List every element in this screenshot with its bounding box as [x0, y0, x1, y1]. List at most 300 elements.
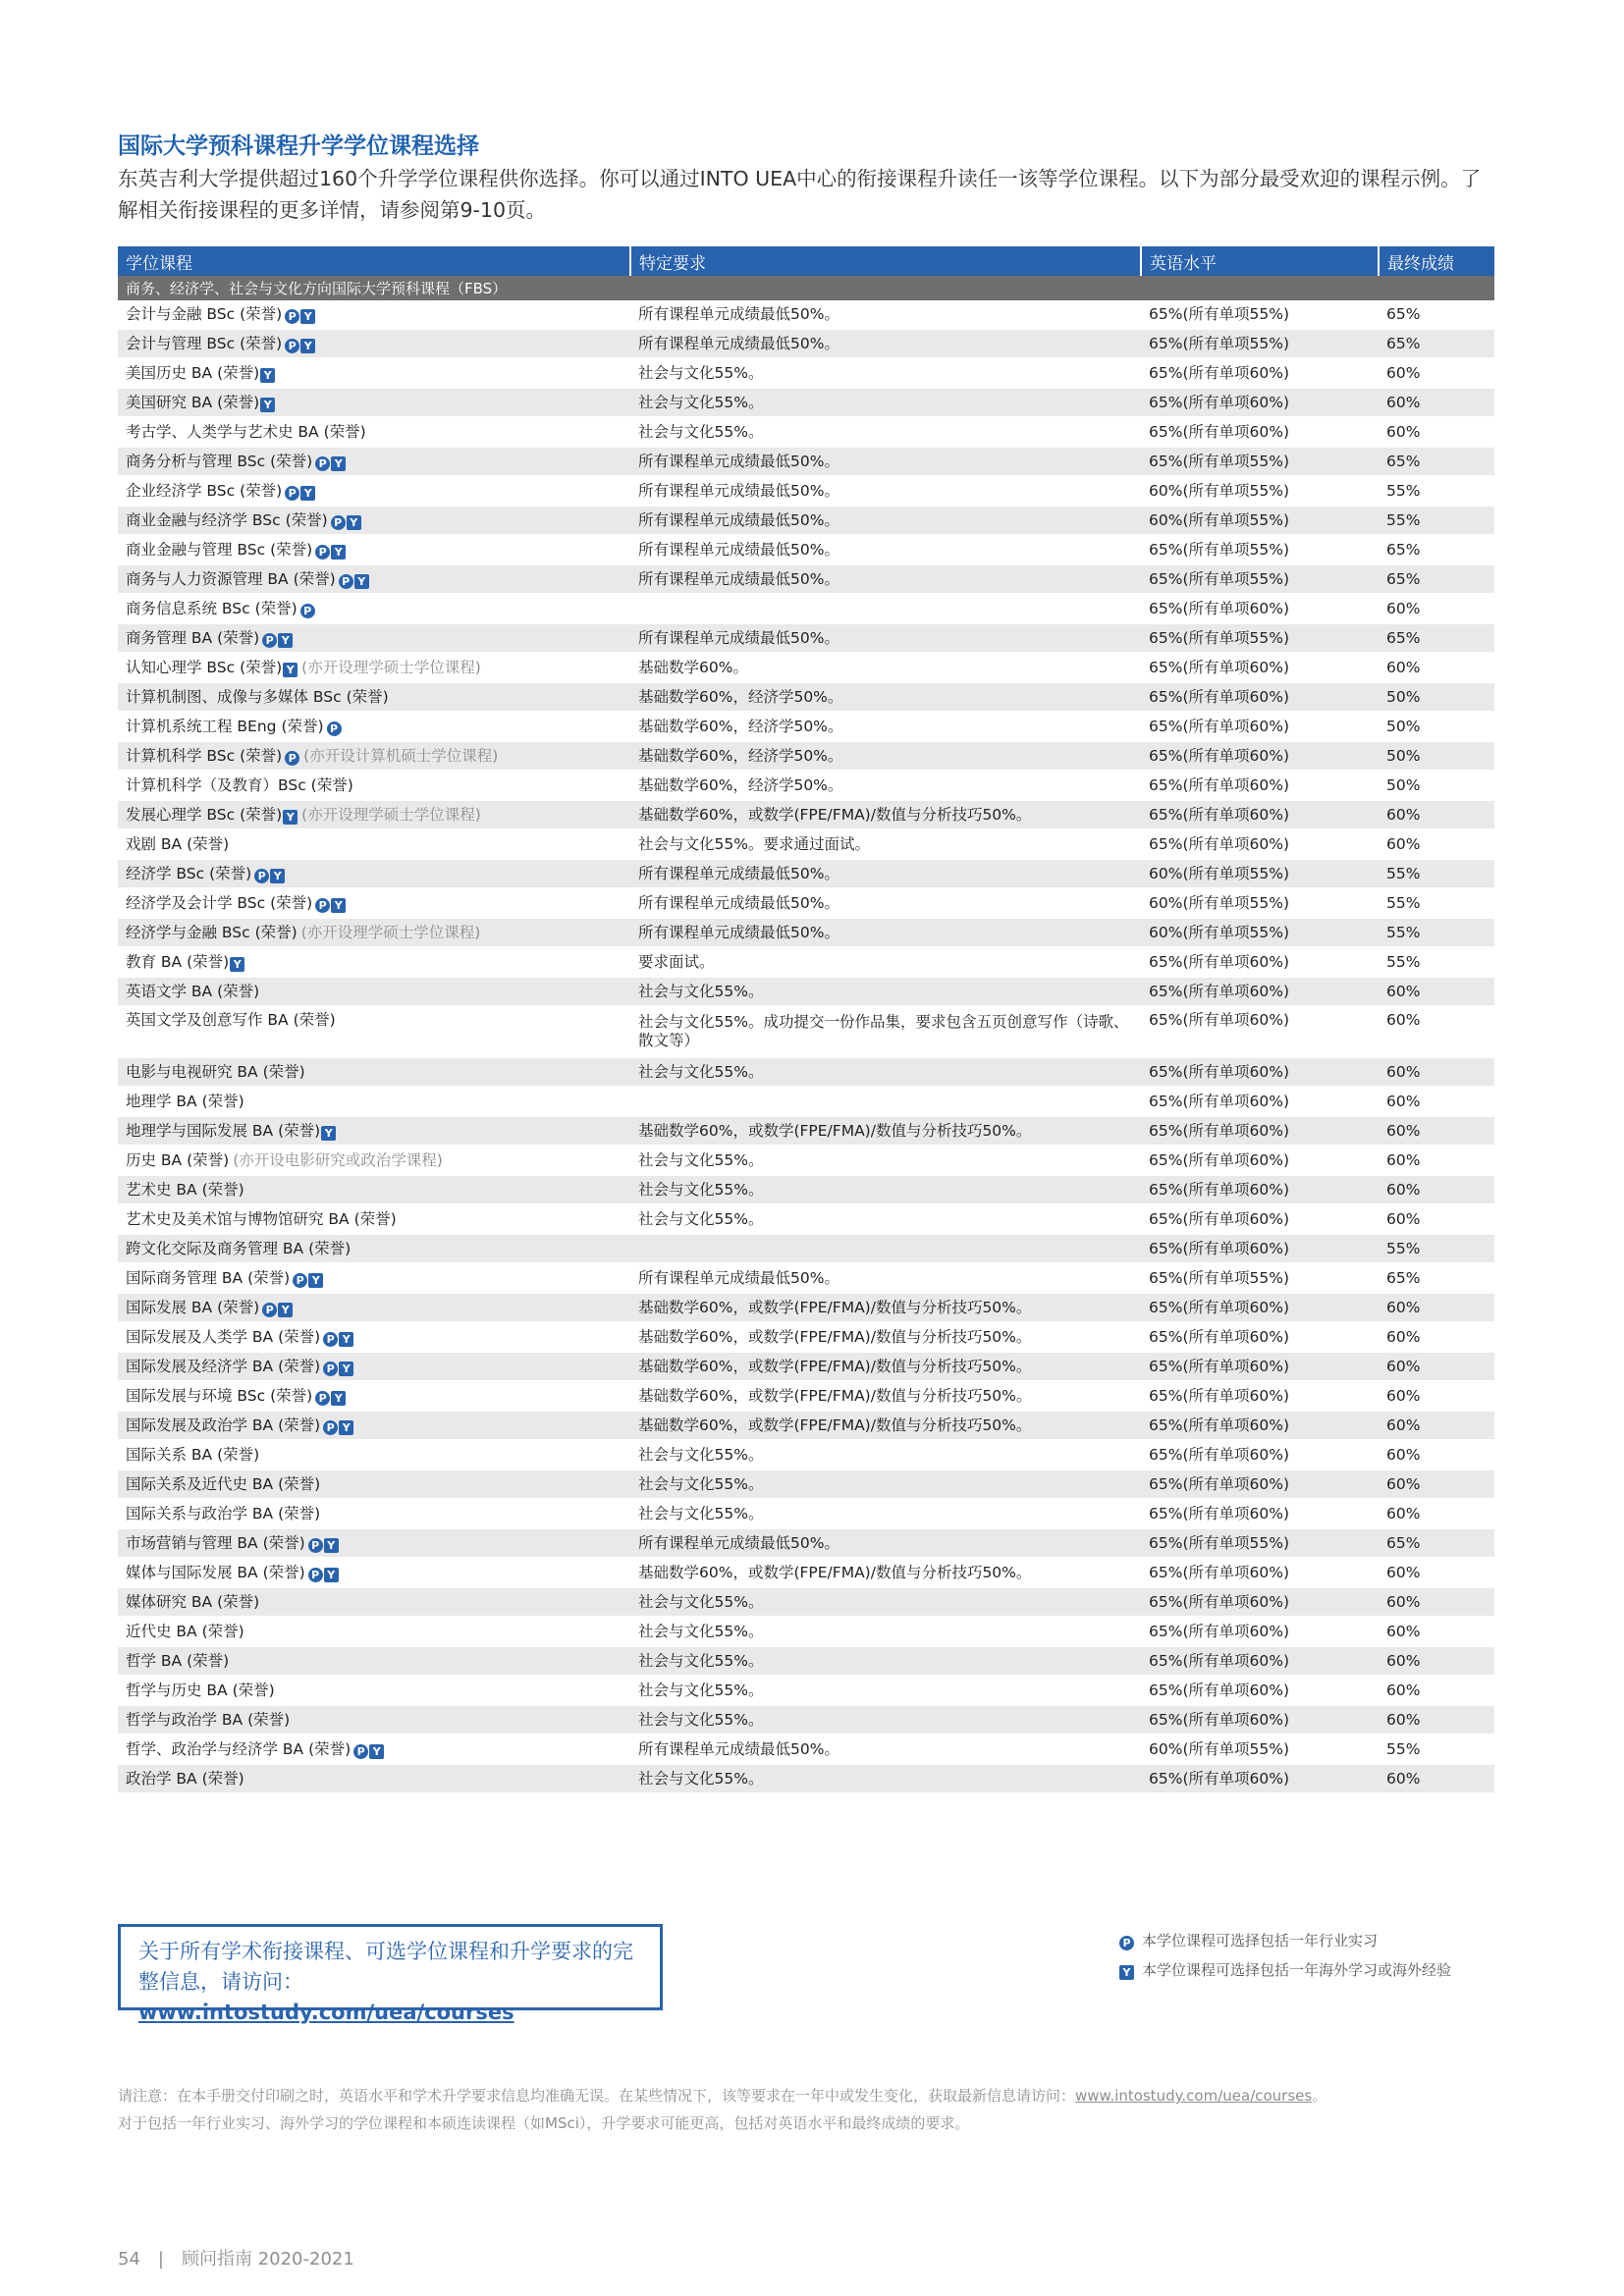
year-abroad-icon: Y	[321, 1126, 336, 1141]
requirement-cell: 基础数学60%，或数学(FPE/FMA)/数值与分析技巧50%。	[630, 1411, 1141, 1440]
english-level-cell: 65%(所有单项60%)	[1141, 1705, 1379, 1735]
final-grade-cell: 55%	[1379, 859, 1494, 888]
table-row	[118, 1735, 1494, 1764]
year-abroad-icon: Y	[1119, 1965, 1134, 1980]
course-cell	[118, 771, 630, 800]
footnote-line-1	[118, 2082, 1512, 2109]
placement-icon: P	[1119, 1936, 1134, 1950]
placement-icon: P	[339, 574, 353, 589]
requirement-cell: 所有课程单元成绩最低50%。	[630, 859, 1141, 888]
course-cell	[118, 1469, 630, 1499]
requirement-cell: 所有课程单元成绩最低50%。	[630, 623, 1141, 653]
course-cell	[118, 977, 630, 1006]
course-cell	[118, 800, 630, 829]
english-level-cell: 65%(所有单项60%)	[1141, 1352, 1379, 1381]
course-cell	[118, 1705, 630, 1735]
courses-info-box	[118, 1924, 663, 2024]
english-level-cell: 65%(所有单项60%)	[1141, 1558, 1379, 1587]
course-name: 市场营销与管理 BA (荣誉)	[126, 1533, 305, 1552]
table-row	[118, 564, 1494, 594]
footnote-link[interactable]: www.intostudy.com/uea/courses	[1075, 2087, 1313, 2105]
course-name: 地理学 BA (荣誉)	[126, 1092, 244, 1110]
year-abroad-icon: Y	[339, 1420, 353, 1435]
requirement-cell: 社会与文化55%。	[630, 358, 1141, 388]
requirement-cell: 基础数学60%，或数学(FPE/FMA)/数值与分析技巧50%。	[630, 1293, 1141, 1322]
final-grade-cell: 65%	[1379, 329, 1494, 358]
course-name: 国际商务管理 BA (荣誉)	[126, 1268, 291, 1287]
requirement-cell: 社会与文化55%。	[630, 1587, 1141, 1617]
english-level-cell: 65%(所有单项60%)	[1141, 1440, 1379, 1469]
page-number: 54	[118, 2249, 140, 2269]
footer-separator: |	[157, 2249, 164, 2269]
table-row	[118, 358, 1494, 388]
table-row	[118, 1234, 1494, 1263]
course-cell	[118, 388, 630, 417]
column-header-requirements: 特定要求	[630, 246, 1141, 276]
year-abroad-icon: Y	[308, 1273, 323, 1288]
final-grade-cell: 60%	[1379, 1116, 1494, 1146]
placement-icon: P	[323, 1362, 338, 1376]
english-level-cell: 60%(所有单项55%)	[1141, 1735, 1379, 1764]
requirement-cell: 社会与文化55%。	[630, 1499, 1141, 1528]
english-level-cell: 65%(所有单项60%)	[1141, 653, 1379, 682]
requirement-cell: 基础数学60%，或数学(FPE/FMA)/数值与分析技巧50%。	[630, 1322, 1141, 1352]
course-name: 历史 BA (荣誉)	[126, 1150, 230, 1169]
course-name: 美国研究 BA (荣誉)	[126, 393, 260, 411]
course-cell	[118, 329, 630, 358]
placement-icon: P	[315, 1391, 330, 1406]
badge-legend	[1119, 1926, 1451, 1985]
table-row	[118, 1057, 1494, 1087]
course-cell	[118, 1116, 630, 1146]
course-name: 经济学及会计学 BSc (荣誉)	[126, 893, 313, 912]
requirement-cell: 基础数学60%，或数学(FPE/FMA)/数值与分析技巧50%。	[630, 800, 1141, 829]
course-name: 哲学 BA (荣誉)	[126, 1651, 230, 1670]
placement-icon: P	[353, 1744, 368, 1759]
table-row	[118, 1705, 1494, 1735]
table-row	[118, 1263, 1494, 1293]
requirement-cell: 所有课程单元成绩最低50%。	[630, 535, 1141, 564]
course-cell	[118, 1587, 630, 1617]
english-level-cell: 65%(所有单项60%)	[1141, 1764, 1379, 1793]
course-name: 会计与管理 BSc (荣誉)	[126, 334, 283, 352]
placement-icon: P	[315, 545, 330, 560]
course-cell	[118, 594, 630, 623]
final-grade-cell: 60%	[1379, 1146, 1494, 1175]
course-cell	[118, 682, 630, 712]
requirement-cell: 所有课程单元成绩最低50%。	[630, 476, 1141, 506]
course-cell	[118, 888, 630, 918]
course-cell	[118, 506, 630, 535]
requirement-cell: 社会与文化55%。	[630, 977, 1141, 1006]
final-grade-cell: 60%	[1379, 1204, 1494, 1234]
year-abroad-icon: Y	[347, 515, 361, 530]
english-level-cell: 65%(所有单项60%)	[1141, 1175, 1379, 1204]
english-level-cell: 65%(所有单项60%)	[1141, 1411, 1379, 1440]
final-grade-cell: 60%	[1379, 1440, 1494, 1469]
course-cell	[118, 447, 630, 476]
requirement-cell: 基础数学60%，经济学50%。	[630, 712, 1141, 741]
course-name: 经济学 BSc (荣誉)	[126, 864, 252, 882]
table-row	[118, 1411, 1494, 1440]
course-name: 企业经济学 BSc (荣誉)	[126, 481, 283, 500]
course-note: (亦开设理学硕士学位课程)	[300, 923, 481, 941]
table-row	[118, 977, 1494, 1006]
requirement-cell: 所有课程单元成绩最低50%。	[630, 506, 1141, 535]
english-level-cell: 65%(所有单项60%)	[1141, 741, 1379, 771]
course-name: 商务与人力资源管理 BA (荣誉)	[126, 569, 336, 588]
course-name: 经济学与金融 BSc (荣誉)	[126, 923, 298, 941]
requirement-cell: 基础数学60%，或数学(FPE/FMA)/数值与分析技巧50%。	[630, 1558, 1141, 1587]
course-note: (亦开设计算机硕士学位课程)	[303, 746, 499, 765]
table-row	[118, 1322, 1494, 1352]
course-name: 国际发展及经济学 BA (荣誉)	[126, 1357, 321, 1375]
english-level-cell: 65%(所有单项60%)	[1141, 712, 1379, 741]
english-level-cell: 60%(所有单项55%)	[1141, 918, 1379, 947]
course-cell	[118, 300, 630, 329]
placement-icon: P	[323, 1420, 338, 1435]
course-cell	[118, 1006, 630, 1057]
requirement-cell: 所有课程单元成绩最低50%。	[630, 1263, 1141, 1293]
placement-icon: P	[285, 486, 299, 501]
year-abroad-icon: Y	[230, 957, 244, 972]
english-level-cell: 65%(所有单项60%)	[1141, 1617, 1379, 1646]
placement-icon: P	[308, 1568, 323, 1582]
table-row	[118, 1646, 1494, 1676]
year-abroad-icon: Y	[300, 486, 315, 501]
course-name: 国际发展及人类学 BA (荣誉)	[126, 1327, 321, 1346]
english-level-cell: 65%(所有单项60%)	[1141, 1676, 1379, 1705]
english-level-cell: 65%(所有单项55%)	[1141, 564, 1379, 594]
table-row	[118, 800, 1494, 829]
course-name: 计算机系统工程 BEng (荣誉)	[126, 717, 324, 735]
requirement-cell: 所有课程单元成绩最低50%。	[630, 447, 1141, 476]
placement-icon: P	[293, 1273, 307, 1288]
course-cell	[118, 1381, 630, 1411]
final-grade-cell: 60%	[1379, 1411, 1494, 1440]
requirement-cell: 社会与文化55%。	[630, 1175, 1141, 1204]
requirement-cell: 基础数学60%，经济学50%。	[630, 771, 1141, 800]
course-name: 国际发展 BA (荣誉)	[126, 1298, 260, 1316]
placement-icon: P	[285, 751, 299, 766]
course-name: 发展心理学 BSc (荣誉)	[126, 805, 283, 824]
course-name: 教育 BA (荣誉)	[126, 952, 230, 971]
english-level-cell: 65%(所有单项60%)	[1141, 1204, 1379, 1234]
course-cell	[118, 741, 630, 771]
requirement-cell: 社会与文化55%。	[630, 1440, 1141, 1469]
requirement-cell: 所有课程单元成绩最低50%。	[630, 918, 1141, 947]
requirement-cell: 所有课程单元成绩最低50%。	[630, 1735, 1141, 1764]
requirement-cell: 所有课程单元成绩最低50%。	[630, 564, 1141, 594]
year-abroad-icon: Y	[331, 456, 346, 471]
course-name: 国际关系 BA (荣誉)	[126, 1445, 260, 1464]
requirement-cell: 社会与文化55%。	[630, 1146, 1141, 1175]
english-level-cell: 65%(所有单项60%)	[1141, 977, 1379, 1006]
final-grade-cell: 60%	[1379, 1705, 1494, 1735]
final-grade-cell: 55%	[1379, 918, 1494, 947]
course-table	[118, 246, 1494, 1794]
legend-placement	[1119, 1926, 1451, 1955]
final-grade-cell: 60%	[1379, 1558, 1494, 1587]
course-name: 计算机科学（及教育）BSc (荣誉)	[126, 775, 353, 794]
table-row	[118, 888, 1494, 918]
course-cell	[118, 623, 630, 653]
final-grade-cell: 50%	[1379, 712, 1494, 741]
english-level-cell: 60%(所有单项55%)	[1141, 506, 1379, 535]
table-row	[118, 1175, 1494, 1204]
course-cell	[118, 1204, 630, 1234]
english-level-cell: 65%(所有单项60%)	[1141, 388, 1379, 417]
final-grade-cell: 65%	[1379, 623, 1494, 653]
course-name: 政治学 BA (荣誉)	[126, 1769, 244, 1788]
course-cell	[118, 1322, 630, 1352]
requirement-cell: 所有课程单元成绩最低50%。	[630, 300, 1141, 329]
intro-paragraph: 东英吉利大学提供超过160个升学学位课程供你选择。你可以通过INTO UEA中心的衔接课程升读任一该等学位课程。以下为部分最受欢迎的课程示例。了解相关衔接课程的更多详情，请参阅第9-10页。	[118, 167, 1482, 222]
requirement-cell: 社会与文化55%。	[630, 1676, 1141, 1705]
requirement-cell: 社会与文化55%。	[630, 417, 1141, 447]
course-cell	[118, 476, 630, 506]
table-row	[118, 653, 1494, 682]
english-level-cell: 65%(所有单项60%)	[1141, 1469, 1379, 1499]
table-row	[118, 947, 1494, 977]
page-footer	[118, 2245, 354, 2270]
english-level-cell: 65%(所有单项60%)	[1141, 1116, 1379, 1146]
table-row	[118, 1587, 1494, 1617]
course-cell	[118, 859, 630, 888]
footnote-text: 请注意：在本手册交付印刷之时，英语水平和学术升学要求信息均准确无误。在某些情况下，该等要求在一年中或发生变化，获取最新信息请访问：	[118, 2087, 1076, 2105]
table-row	[118, 594, 1494, 623]
english-level-cell: 65%(所有单项55%)	[1141, 1528, 1379, 1558]
table-row	[118, 476, 1494, 506]
english-level-cell: 65%(所有单项60%)	[1141, 1381, 1379, 1411]
year-abroad-icon: Y	[278, 633, 293, 648]
english-level-cell: 65%(所有单项60%)	[1141, 1087, 1379, 1116]
placement-icon: P	[323, 1332, 338, 1347]
requirement-cell: 所有课程单元成绩最低50%。	[630, 329, 1141, 358]
requirement-cell: 社会与文化55%。	[630, 1617, 1141, 1646]
english-level-cell: 65%(所有单项60%)	[1141, 1006, 1379, 1057]
course-cell	[118, 1617, 630, 1646]
english-level-cell: 65%(所有单项55%)	[1141, 300, 1379, 329]
year-abroad-icon: Y	[354, 574, 369, 589]
course-name: 艺术史 BA (荣誉)	[126, 1180, 244, 1199]
table-row	[118, 447, 1494, 476]
column-header-course: 学位课程	[118, 246, 630, 276]
table-row	[118, 506, 1494, 535]
table-row	[118, 829, 1494, 859]
english-level-cell: 65%(所有单项60%)	[1141, 1234, 1379, 1263]
table-row	[118, 388, 1494, 417]
legend-placement-label: 本学位课程可选择包括一年行业实习	[1142, 1932, 1379, 1949]
final-grade-cell: 65%	[1379, 1528, 1494, 1558]
requirement-cell: 社会与文化55%。	[630, 1057, 1141, 1087]
english-level-cell: 65%(所有单项60%)	[1141, 1499, 1379, 1528]
english-level-cell: 65%(所有单项60%)	[1141, 682, 1379, 712]
table-row	[118, 535, 1494, 564]
english-level-cell: 65%(所有单项60%)	[1141, 947, 1379, 977]
course-name: 商业金融与管理 BSc (荣誉)	[126, 540, 313, 559]
course-cell	[118, 1499, 630, 1528]
final-grade-cell: 60%	[1379, 1293, 1494, 1322]
course-name: 计算机制图、成像与多媒体 BSc (荣誉)	[126, 687, 389, 706]
year-abroad-icon: Y	[369, 1744, 384, 1759]
table-row	[118, 1146, 1494, 1175]
course-cell	[118, 1263, 630, 1293]
requirement-cell: 基础数学60%，经济学50%。	[630, 741, 1141, 771]
english-level-cell: 65%(所有单项60%)	[1141, 594, 1379, 623]
table-row	[118, 1293, 1494, 1322]
placement-icon: P	[315, 898, 330, 913]
table-row	[118, 682, 1494, 712]
table-row	[118, 859, 1494, 888]
course-cell	[118, 1411, 630, 1440]
footnote	[118, 2082, 1512, 2137]
course-cell	[118, 1735, 630, 1764]
course-name: 哲学与历史 BA (荣誉)	[126, 1681, 275, 1699]
requirement-cell: 基础数学60%，或数学(FPE/FMA)/数值与分析技巧50%。	[630, 1352, 1141, 1381]
english-level-cell: 65%(所有单项55%)	[1141, 1263, 1379, 1293]
table-row	[118, 1617, 1494, 1646]
final-grade-cell: 60%	[1379, 977, 1494, 1006]
course-name: 国际发展及政治学 BA (荣誉)	[126, 1415, 321, 1434]
course-name: 地理学与国际发展 BA (荣誉)	[126, 1121, 321, 1140]
course-cell	[118, 1558, 630, 1587]
table-row	[118, 1116, 1494, 1146]
year-abroad-icon: Y	[260, 368, 275, 383]
final-grade-cell: 65%	[1379, 300, 1494, 329]
table-row	[118, 623, 1494, 653]
course-name: 商务管理 BA (荣誉)	[126, 628, 260, 647]
requirement-cell: 社会与文化55%。	[630, 1764, 1141, 1793]
footnote-line-2: 对于包括一年行业实习、海外学习的学位课程和本硕连读课程（如MSci），升学要求可能更高，包括对英语水平和最终成绩的要求。	[118, 2114, 970, 2132]
year-abroad-icon: Y	[260, 398, 275, 412]
final-grade-cell: 60%	[1379, 358, 1494, 388]
course-cell	[118, 1528, 630, 1558]
table-row	[118, 1352, 1494, 1381]
year-abroad-icon: Y	[283, 663, 298, 677]
courses-link[interactable]: www.intostudy.com/uea/courses	[138, 2001, 514, 2024]
final-grade-cell: 60%	[1379, 800, 1494, 829]
course-name: 计算机科学 BSc (荣誉)	[126, 746, 283, 765]
final-grade-cell: 55%	[1379, 506, 1494, 535]
course-name: 跨文化交际及商务管理 BA (荣誉)	[126, 1239, 352, 1257]
english-level-cell: 65%(所有单项60%)	[1141, 1646, 1379, 1676]
requirement-cell: 基础数学60%。	[630, 653, 1141, 682]
english-level-cell: 65%(所有单项60%)	[1141, 358, 1379, 388]
course-name: 电影与电视研究 BA (荣誉)	[126, 1062, 305, 1081]
year-abroad-icon: Y	[339, 1332, 353, 1347]
guide-title: 顾问指南 2020-2021	[181, 2249, 354, 2269]
table-row	[118, 1558, 1494, 1587]
table-row	[118, 1676, 1494, 1705]
final-grade-cell: 60%	[1379, 1676, 1494, 1705]
placement-icon: P	[308, 1538, 323, 1553]
year-abroad-icon: Y	[324, 1538, 339, 1553]
course-name: 英国文学及创意写作 BA (荣誉)	[126, 1011, 336, 1029]
info-box-text: 关于所有学术衔接课程、可选学位课程和升学要求的完整信息，请访问：	[138, 1940, 633, 1994]
english-level-cell: 65%(所有单项60%)	[1141, 800, 1379, 829]
table-row	[118, 1528, 1494, 1558]
year-abroad-icon: Y	[270, 869, 285, 883]
table-row	[118, 1469, 1494, 1499]
course-cell	[118, 918, 630, 947]
requirement-cell: 社会与文化55%。要求通过面试。	[630, 829, 1141, 859]
course-cell	[118, 1087, 630, 1116]
english-level-cell: 65%(所有单项60%)	[1141, 771, 1379, 800]
final-grade-cell: 60%	[1379, 417, 1494, 447]
course-name: 考古学、人类学与艺术史 BA (荣誉)	[126, 422, 366, 441]
final-grade-cell: 50%	[1379, 771, 1494, 800]
english-level-cell: 65%(所有单项60%)	[1141, 417, 1379, 447]
final-grade-cell: 60%	[1379, 1087, 1494, 1116]
footnote-suffix: 。	[1312, 2087, 1327, 2105]
table-row	[118, 771, 1494, 800]
course-name: 认知心理学 BSc (荣誉)	[126, 658, 283, 676]
course-name: 商业金融与经济学 BSc (荣誉)	[126, 510, 328, 529]
table-row	[118, 1764, 1494, 1793]
course-cell	[118, 1352, 630, 1381]
placement-icon: P	[331, 515, 346, 530]
course-name: 艺术史及美术馆与博物馆研究 BA (荣誉)	[126, 1209, 397, 1228]
column-header-grade: 最终成绩	[1379, 246, 1494, 276]
placement-icon: P	[285, 309, 299, 324]
course-name: 商务分析与管理 BSc (荣誉)	[126, 452, 313, 470]
course-cell	[118, 417, 630, 447]
course-cell	[118, 947, 630, 977]
requirement-cell: 社会与文化55%。	[630, 1646, 1141, 1676]
placement-icon: P	[254, 869, 269, 883]
requirement-cell: 社会与文化55%。	[630, 1705, 1141, 1735]
course-note: (亦开设理学硕士学位课程)	[301, 658, 481, 676]
table-row	[118, 300, 1494, 329]
year-abroad-icon: Y	[331, 545, 346, 560]
course-cell	[118, 1293, 630, 1322]
table-row	[118, 1087, 1494, 1116]
english-level-cell: 60%(所有单项55%)	[1141, 859, 1379, 888]
year-abroad-icon: Y	[278, 1303, 293, 1317]
course-cell	[118, 358, 630, 388]
english-level-cell: 65%(所有单项60%)	[1141, 1587, 1379, 1617]
requirement-cell: 社会与文化55%。	[630, 1204, 1141, 1234]
final-grade-cell: 60%	[1379, 653, 1494, 682]
placement-icon: P	[285, 339, 299, 353]
table-header-row	[118, 246, 1494, 276]
course-cell	[118, 1646, 630, 1676]
course-cell	[118, 653, 630, 682]
section-title: 商务、经济学、社会与文化方向国际大学预科课程（FBS）	[118, 276, 1494, 300]
year-abroad-icon: Y	[283, 810, 298, 825]
placement-icon: P	[300, 604, 315, 618]
english-level-cell: 65%(所有单项60%)	[1141, 1322, 1379, 1352]
final-grade-cell: 65%	[1379, 535, 1494, 564]
placement-icon: P	[315, 456, 330, 471]
column-header-english: 英语水平	[1141, 246, 1379, 276]
final-grade-cell: 60%	[1379, 594, 1494, 623]
course-name: 媒体与国际发展 BA (荣誉)	[126, 1563, 305, 1581]
requirement-cell: 所有课程单元成绩最低50%。	[630, 888, 1141, 918]
requirement-cell: 基础数学60%，或数学(FPE/FMA)/数值与分析技巧50%。	[630, 1116, 1141, 1146]
course-name: 国际发展与环境 BSc (荣誉)	[126, 1386, 313, 1405]
course-name: 商务信息系统 BSc (荣誉)	[126, 599, 298, 617]
final-grade-cell: 65%	[1379, 564, 1494, 594]
table-row	[118, 918, 1494, 947]
section-row	[118, 276, 1494, 300]
english-level-cell: 65%(所有单项60%)	[1141, 1146, 1379, 1175]
course-cell	[118, 1234, 630, 1263]
english-level-cell: 65%(所有单项60%)	[1141, 1057, 1379, 1087]
course-cell	[118, 829, 630, 859]
final-grade-cell: 60%	[1379, 1381, 1494, 1411]
